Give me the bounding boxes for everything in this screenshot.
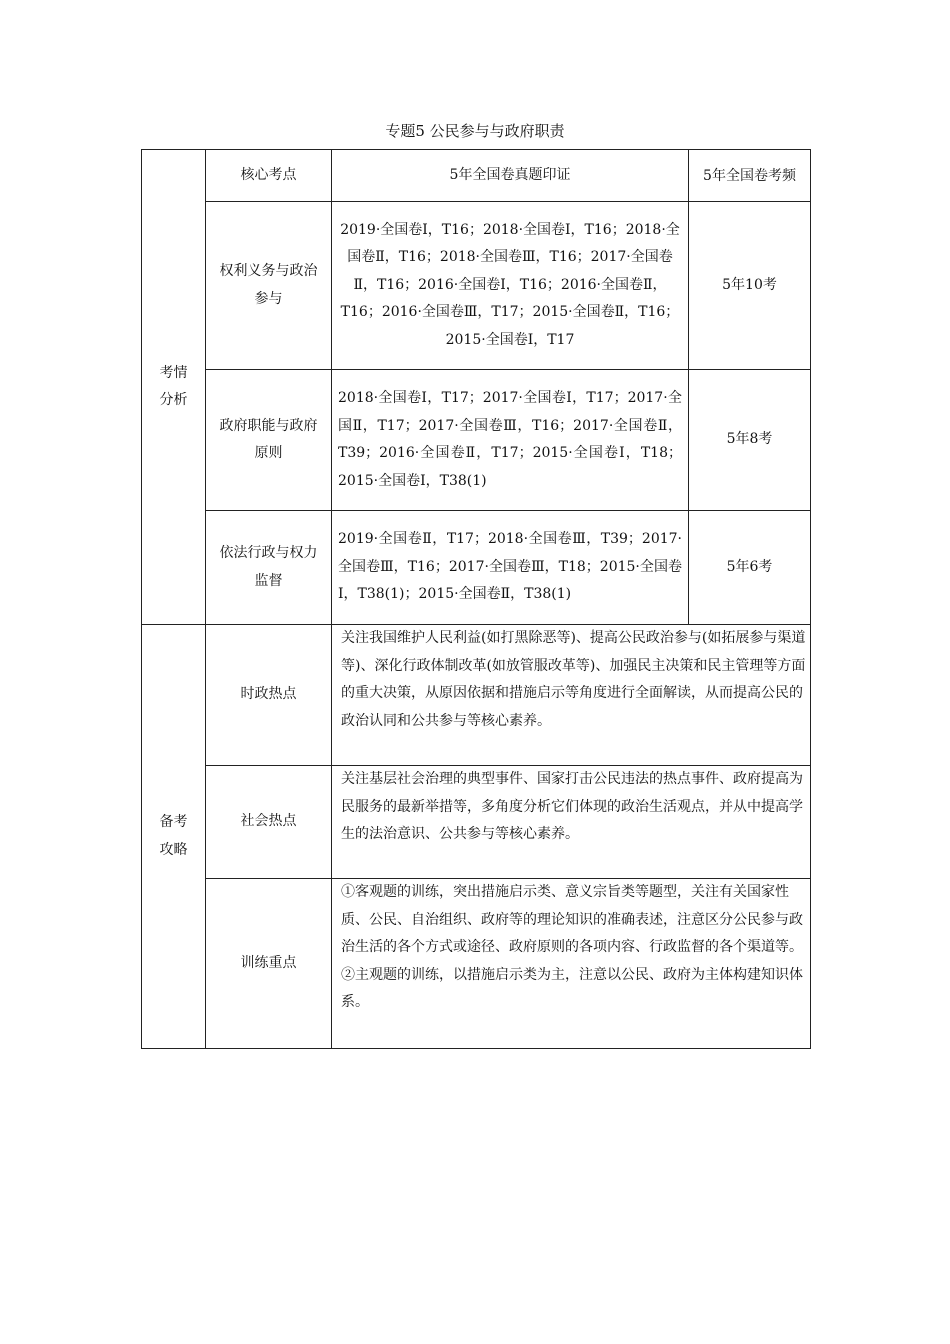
frequency-cell: 5年6考	[689, 511, 811, 625]
questions-cell: 2019·全国卷Ⅰ，T16；2018·全国卷Ⅰ，T16；2018·全国卷Ⅱ，T16；2018·全国卷Ⅲ，T16；2017·全国卷Ⅱ，T16；2016·全国卷Ⅰ，T16；2016·全国卷Ⅱ，T16；2016·全国卷Ⅲ，T17；2015·全国卷Ⅱ，T16；2015·全国卷Ⅰ，T17	[332, 202, 689, 370]
category-label: 备考攻略	[159, 814, 188, 858]
table-row	[142, 766, 811, 879]
header-frequency: 5年全国卷考频	[689, 150, 811, 202]
page-title: 专题5 公民参与与政府职责	[385, 122, 565, 140]
header-questions: 5年全国卷真题印证	[332, 150, 689, 202]
content-paragraph: ①客观题的训练，突出措施启示类、意义宗旨类等题型，关注有关国家性质、公民、自治组织、政府等的理论知识的准确表述，注意区分公民参与政治生活的各个方式或途径、政府原则的各项内容、行政监督的各个渠道等。	[341, 884, 803, 955]
content-cell: 关注我国维护人民利益(如打黑除恶等)、提高公民政治参与(如拓展参与渠道等)、深化行政体制改革(如放管服改革等)、加强民主决策和民主管理等方面的重大决策，从原因依据和措施启示等角度进行全面解读，从而提高公民的政治认同和公共参与等核心素养。	[332, 625, 811, 766]
header-topic: 核心考点	[206, 150, 332, 202]
category-cell-strategy	[142, 625, 206, 1049]
table-row	[142, 511, 811, 625]
table-row	[142, 370, 811, 511]
topic-cell: 时政热点	[206, 625, 332, 766]
frequency-cell: 5年8考	[689, 370, 811, 511]
table-row	[142, 202, 811, 370]
category-label: 考情分析	[159, 364, 188, 408]
questions-cell: 2018·全国卷Ⅰ，T17；2017·全国卷Ⅰ，T17；2017·全国Ⅱ，T17；2017·全国卷Ⅲ，T16；2017·全国卷Ⅱ，T39；2016·全国卷Ⅱ，T17；2015·全国卷Ⅰ，T18；2015·全国卷Ⅰ，T38(1)	[332, 370, 689, 511]
topic-cell: 训练重点	[206, 879, 332, 1049]
table-row	[142, 625, 811, 766]
content-paragraph: ②主观题的训练，以措施启示类为主，注意以公民、政府为主体构建知识体系。	[341, 966, 803, 1010]
questions-cell: 2019·全国卷Ⅱ，T17；2018·全国卷Ⅲ，T39；2017·全国卷Ⅲ，T16；2017·全国卷Ⅲ，T18；2015·全国卷Ⅰ，T38(1)；2015·全国卷Ⅱ，T38(1)	[332, 511, 689, 625]
content-cell	[332, 879, 811, 1049]
table-header-row	[142, 150, 811, 202]
exam-analysis-table	[141, 149, 811, 1049]
category-cell-analysis	[142, 150, 206, 625]
topic-cell: 政府职能与政府原则	[206, 370, 332, 511]
table-row	[142, 879, 811, 1049]
frequency-cell: 5年10考	[689, 202, 811, 370]
topic-cell: 依法行政与权力监督	[206, 511, 332, 625]
topic-cell: 社会热点	[206, 766, 332, 879]
content-cell: 关注基层社会治理的典型事件、国家打击公民违法的热点事件、政府提高为民服务的最新举措等，多角度分析它们体现的政治生活观点，并从中提高学生的法治意识、公共参与等核心素养。	[332, 766, 811, 879]
topic-cell: 权利义务与政治参与	[206, 202, 332, 370]
